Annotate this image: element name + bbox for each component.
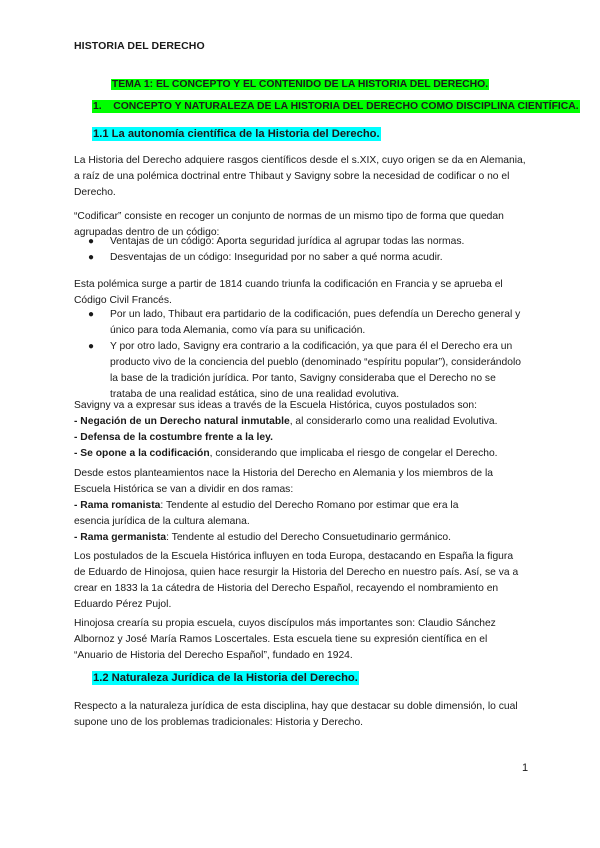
subsection-heading-1: 1.1 La autonomía científica de la Historia del Derecho. <box>93 128 380 140</box>
title-row <box>0 74 600 92</box>
postulate-1 <box>74 414 526 430</box>
paragraph-3: Esta polémica surge a partir de 1814 cuando triunfa la codificación en Francia y se aprueba el Código Civil Francés. <box>74 279 503 306</box>
bullet-icon: ● <box>88 341 95 352</box>
paragraph-5-intro: Desde estos planteamientos nace la Historia del Derecho en Alemania y los miembros de la Escuela Histórica se van a dividir en dos ramas: <box>74 468 493 495</box>
list-item-text: Desventajas de un código: Inseguridad por no saber a qué norma acudir. <box>110 252 443 263</box>
postulate-1-bold: - Negación de un Derecho natural inmutable <box>74 416 290 427</box>
section-heading: 1. CONCEPTO Y NATURALEZA DE LA HISTORIA DEL DERECHO COMO DISCIPLINA CIENTÍFICA. <box>93 101 579 112</box>
postulate-3 <box>74 446 526 462</box>
list-item-text: Y por otro lado, Savigny era contrario a la codificación, ya que para él el Derecho era un producto vivo de la conciencia del pueblo (denominado “espíritu popular”), considerándolo la base de la tradición jurídica. Por tanto, Savigny consideraba que el Derecho no se trataba de una realidad estática, sino de una realidad evolutiva. <box>110 341 521 400</box>
list-item <box>74 250 526 266</box>
paragraph-2: “Codificar” consiste en recoger un conjunto de normas de un mismo tipo de forma que quedan agrupadas dentro de un código: <box>74 211 504 238</box>
paragraph-5 <box>74 466 526 546</box>
postulate-1-rest: , al considerarlo como una realidad Evolutiva. <box>289 416 498 427</box>
page-header: HISTORIA DEL DERECHO <box>74 40 205 52</box>
paragraph-7: Hinojosa crearía su propia escuela, cuyos discípulos más importantes son: Claudio Sánchez Albornoz y José María Ramos Loscertales. Esta escuela tiene su expresión científica en el “Anuario de Historia del Derecho Español”, fundado en 1924. <box>74 618 496 661</box>
list-item-text: Ventajas de un código: Aporta seguridad jurídica al agrupar todas las normas. <box>110 236 465 247</box>
bullet-list-1 <box>74 234 526 266</box>
branch-2-bold: - Rama germanista <box>74 532 167 543</box>
branch-1-bold: - Rama romanista <box>74 500 161 511</box>
paragraph-6: Los postulados de la Escuela Histórica influyen en toda Europa, destacando en España la figura de Eduardo de Hinojosa, quien hace resurgir la Historia del Derecho en nuestro país. Así, se va a crear en 1833 la 1a cátedra de Historia del Derecho Español, recayendo el nombramiento en Eduardo Pérez Pujol. <box>74 551 519 610</box>
branch-2-rest: : Tendente al estudio del Derecho Consuetudinario germánico. <box>166 532 452 543</box>
bullet-icon: ● <box>88 252 95 263</box>
postulate-2-bold: - Defensa de la costumbre frente a la ley. <box>74 432 273 443</box>
bullet-icon: ● <box>88 236 95 247</box>
postulate-3-rest: , considerando que implicaba el riesgo de congelar el Derecho. <box>209 448 498 459</box>
bullet-list-2 <box>74 307 526 403</box>
paragraph-4 <box>74 398 526 462</box>
bullet-icon: ● <box>88 309 95 320</box>
paragraph-4-intro: Savigny va a expresar sus ideas a través de la Escuela Histórica, cuyos postulados son: <box>74 400 477 411</box>
branch-2 <box>74 530 526 546</box>
topic-title: TEMA 1: EL CONCEPTO Y EL CONTENIDO DE LA HISTORIA DEL DERECHO. <box>111 79 489 90</box>
list-item <box>74 234 526 250</box>
branch-1-cont: esencia jurídica de la cultura alemana. <box>74 516 250 527</box>
page-number: 1 <box>522 762 529 774</box>
branch-1 <box>74 498 526 514</box>
list-item-text: Por un lado, Thibaut era partidario de la codificación, pues defendía un Derecho general y único para toda Alemania, como vía para su unificación. <box>110 309 521 336</box>
paragraph-8: Respecto a la naturaleza jurídica de esta disciplina, hay que destacar su doble dimensión, lo cual supone uno de los problemas tradicionales: Historia y Derecho. <box>74 701 518 728</box>
list-item <box>74 307 526 339</box>
subsection-heading-2: 1.2 Naturaleza Jurídica de la Historia del Derecho. <box>93 672 358 684</box>
paragraph-1: La Historia del Derecho adquiere rasgos científicos desde el s.XIX, cuyo origen se da en Alemania, a raíz de una polémica doctrinal entre Thibaut y Savigny sobre la necesidad de codificar o no el Derecho. <box>74 155 526 198</box>
postulate-2 <box>74 430 526 446</box>
branch-1-rest: : Tendente al estudio del Derecho Romano por estimar que era la <box>160 500 459 511</box>
list-item <box>74 339 526 403</box>
postulate-3-bold: - Se opone a la codificación <box>74 448 210 459</box>
